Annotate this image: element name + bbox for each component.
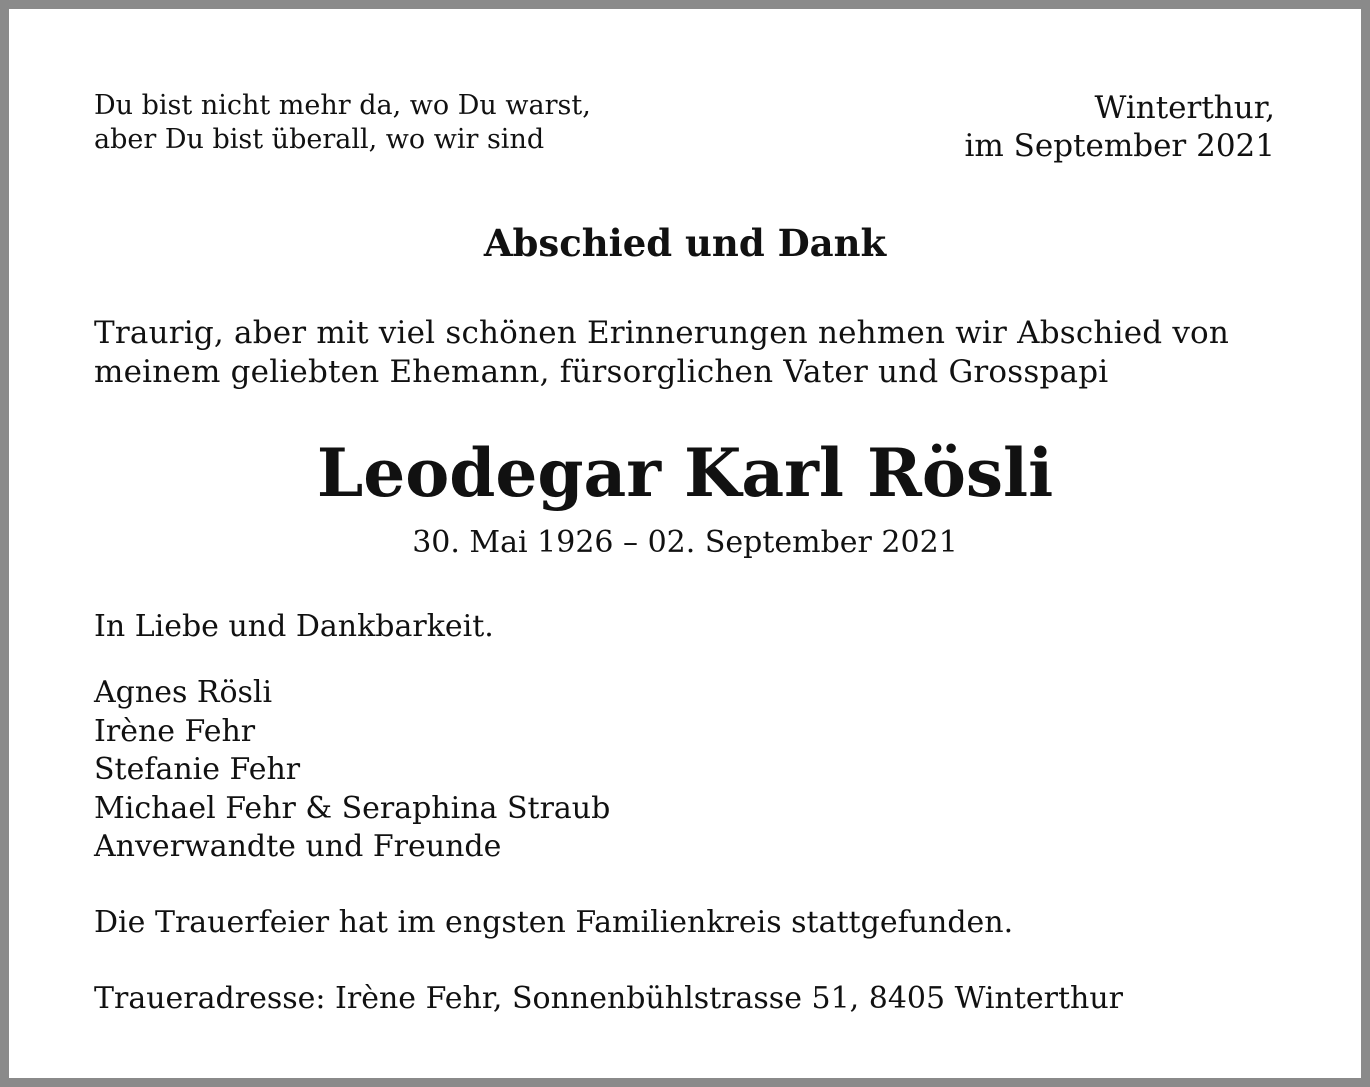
date-line: im September 2021	[964, 128, 1275, 164]
intro-text	[94, 314, 1229, 392]
list-item: Stefanie Fehr	[94, 752, 301, 787]
list-item: Agnes Rösli	[94, 675, 273, 710]
motto-line-2: aber Du bist überall, wo wir sind	[94, 124, 545, 155]
motto-line-1: Du bist nicht mehr da, wo Du warst,	[94, 90, 591, 121]
motto-quote	[94, 89, 591, 157]
list-item: Irène Fehr	[94, 713, 256, 749]
place-and-date	[964, 89, 1275, 165]
mourning-address: Traueradresse: Irène Fehr, Sonnenbühlstrasse 51, 8405 Winterthur	[94, 981, 1124, 1016]
life-dates: 30. Mai 1926 – 02. September 2021	[412, 525, 958, 560]
closing-phrase: In Liebe und Dankbarkeit.	[94, 609, 494, 644]
place-line: Winterthur,	[1094, 90, 1275, 126]
mourners-list	[94, 674, 610, 867]
list-item: Anverwandte und Freunde	[94, 829, 502, 864]
page-title: Abschied und Dank	[483, 221, 887, 265]
deceased-name: Leodegar Karl Rösli	[316, 434, 1054, 512]
intro-line-2: meinem geliebten Ehemann, fürsorglichen Vater und Grosspapi	[94, 354, 1109, 390]
obituary-page	[9, 9, 1361, 1078]
ceremony-note: Die Trauerfeier hat im engsten Familienkreis stattgefunden.	[94, 905, 1014, 940]
intro-line-1: Traurig, aber mit viel schönen Erinnerungen nehmen wir Abschied von	[94, 315, 1230, 351]
list-item: Michael Fehr & Seraphina Straub	[94, 790, 611, 826]
